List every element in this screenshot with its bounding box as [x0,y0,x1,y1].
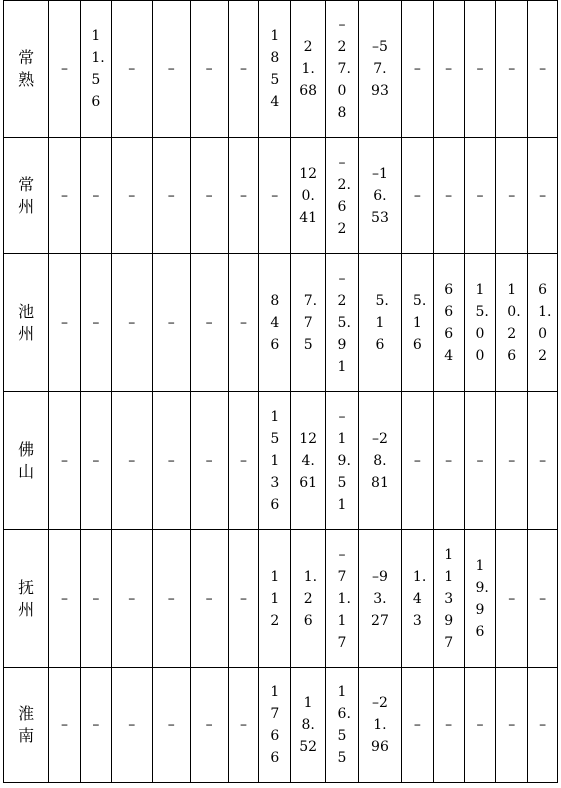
data-cell [228,254,259,392]
cell-value: – [508,61,516,77]
cell-value: – [508,452,516,469]
cell-value: – [167,590,175,607]
table-row [4,668,558,783]
cell-value: – [240,452,248,469]
cell-value: –16.53 [371,165,389,226]
data-cell [496,138,528,254]
cell-value: 19.96 [475,557,489,640]
cell-value: – [539,717,547,733]
cell-value: 1.43 [412,568,427,629]
data-cell [433,254,464,392]
cell-value: 5.16 [375,292,389,353]
cell-value: – [205,717,213,733]
data-cell [464,392,496,530]
cell-value: – [61,314,69,331]
data-cell [401,530,433,668]
cell-value: – [205,187,213,204]
cell-value: 18.52 [299,695,318,755]
data-cell [228,138,259,254]
row-name: 抚州 [18,577,35,619]
data-cell [152,530,190,668]
data-cell [49,138,81,254]
cell-value: – [128,187,136,204]
cell-value: 5.16 [412,292,427,353]
cell-value: 21.68 [299,39,318,99]
data-cell [259,138,291,254]
cell-value: – [167,187,175,204]
row-name: 淮南 [18,704,35,745]
cell-value: – [92,452,100,469]
data-cell [291,392,326,530]
data-cell [401,254,433,392]
data-cell [326,254,359,392]
cell-value: – [61,187,69,204]
cell-value: – [508,590,516,607]
data-cell [496,530,528,668]
cell-value: – [476,717,484,733]
data-cell [401,392,433,530]
cell-value: – [539,452,547,469]
cell-value: – [240,187,248,204]
table-row [4,138,558,254]
cell-value: – [61,590,69,607]
cell-value: – [205,61,213,77]
row-name: 常州 [18,174,35,216]
cell-value: – [61,452,69,469]
cell-value: 124.61 [299,430,318,491]
cell-value: – [128,590,136,607]
data-cell [111,138,152,254]
cell-value: –19.51 [337,408,351,513]
cell-value: –21.96 [371,695,389,755]
cell-value: – [61,717,69,733]
cell-value: 11.56 [91,28,105,110]
data-cell [190,138,228,254]
data-cell [259,668,291,783]
data-cell [433,1,464,138]
data-cell [291,138,326,254]
data-cell [358,530,401,668]
cell-value: – [445,717,453,733]
row-name-cell [4,392,49,530]
table-row [4,254,558,392]
data-cell [326,668,359,783]
data-cell [464,254,496,392]
cell-value: 7.75 [303,292,318,353]
table-row [4,530,558,668]
data-cell [326,530,359,668]
data-cell [49,530,81,668]
cell-value: – [128,452,136,469]
data-cell [496,1,528,138]
cell-value: 10.26 [507,281,521,364]
data-cell [464,138,496,254]
cell-value: – [445,452,453,469]
data-cell [190,668,228,783]
cell-value: – [205,590,213,607]
data-cell [111,392,152,530]
row-name-cell [4,254,49,392]
data-cell [433,392,464,530]
cell-value: 1.26 [303,568,318,629]
data-cell [528,668,558,783]
table-row [4,1,558,138]
cell-value: – [167,717,175,733]
data-cell [496,254,528,392]
cell-value: – [167,314,175,331]
data-cell [464,1,496,138]
data-cell [80,668,111,783]
cell-value: 11397 [444,546,454,651]
data-cell [152,1,190,138]
cell-value: – [413,452,421,469]
cell-value: – [240,590,248,607]
data-cell [49,392,81,530]
row-name: 佛山 [18,439,35,481]
data-cell [464,668,496,783]
data-cell [291,254,326,392]
data-cell [228,668,259,783]
cell-value: – [240,314,248,331]
data-cell [358,254,401,392]
data-cell [528,254,558,392]
data-cell [190,392,228,530]
cell-value: 6664 [444,281,454,364]
data-cell [152,138,190,254]
cell-value: – [413,717,421,733]
data-cell [111,668,152,783]
cell-value: – [271,187,279,204]
cell-value: – [92,717,100,733]
cell-value: – [539,590,547,607]
data-cell [80,254,111,392]
cell-value: – [128,61,136,77]
data-cell [259,392,291,530]
cell-value: – [413,61,421,77]
row-name: 池州 [18,301,35,343]
cell-value: – [61,61,69,77]
data-cell [401,668,433,783]
cell-value: 15136 [270,408,280,513]
data-cell [49,668,81,783]
data-cell [433,530,464,668]
data-cell [433,138,464,254]
cell-value: – [205,314,213,331]
cell-value: 15.00 [475,281,489,364]
data-cell [111,254,152,392]
data-cell [496,392,528,530]
data-cell [228,1,259,138]
cell-value: – [476,61,484,77]
cell-value: – [92,590,100,607]
cell-value: – [92,187,100,204]
cell-value: – [92,314,100,331]
data-cell [80,1,111,138]
data-cell [433,668,464,783]
data-cell [326,392,359,530]
data-cell [152,254,190,392]
data-cell [228,530,259,668]
data-cell [49,1,81,138]
cell-value: –57.93 [371,39,389,99]
data-cell [401,1,433,138]
cell-value: – [476,452,484,469]
cell-value: – [445,61,453,77]
cell-value: –71.17 [337,546,351,651]
row-name: 常熟 [18,48,35,89]
data-cell [190,1,228,138]
row-name-cell [4,138,49,254]
cell-value: 1766 [270,684,280,766]
data-cell [111,530,152,668]
data-cell [528,138,558,254]
data-table [3,0,558,783]
cell-value: – [445,187,453,204]
cell-value: – [413,187,421,204]
data-cell [528,1,558,138]
cell-value: –28.81 [371,430,389,491]
cell-value: 120.41 [299,165,318,226]
data-cell [228,392,259,530]
row-name-cell [4,1,49,138]
cell-value: –2.62 [337,154,351,237]
data-cell [152,668,190,783]
table-body [4,1,558,783]
cell-value: 61.02 [538,281,552,364]
data-cell [528,530,558,668]
data-cell [326,138,359,254]
table-row [4,392,558,530]
cell-value: – [240,717,248,733]
cell-value: – [167,452,175,469]
data-cell [358,1,401,138]
data-cell [291,1,326,138]
data-cell [111,1,152,138]
row-name-cell [4,668,49,783]
cell-value: –25.91 [337,270,351,375]
cell-value: – [128,717,136,733]
cell-value: – [476,187,484,204]
data-cell [464,530,496,668]
row-name-cell [4,530,49,668]
data-cell [528,392,558,530]
cell-value: 846 [270,292,280,353]
data-cell [259,1,291,138]
data-cell [152,392,190,530]
data-cell [49,254,81,392]
data-cell [291,530,326,668]
cell-value: –93.27 [371,568,389,629]
data-cell [326,1,359,138]
data-cell [496,668,528,783]
cell-value: – [240,61,248,77]
data-cell [358,392,401,530]
data-cell [190,530,228,668]
cell-value: – [205,452,213,469]
cell-value: 1854 [270,28,280,110]
cell-value: – [508,187,516,204]
data-cell [259,530,291,668]
data-cell [190,254,228,392]
data-cell [401,138,433,254]
cell-value: 112 [270,568,280,629]
data-cell [80,530,111,668]
data-cell [358,668,401,783]
cell-value: 16.55 [337,684,351,766]
cell-value: – [539,187,547,204]
data-cell [80,138,111,254]
data-cell [358,138,401,254]
cell-value: – [167,61,175,77]
data-cell [291,668,326,783]
data-cell [80,392,111,530]
cell-value: – [508,717,516,733]
cell-value: –27.08 [337,17,351,121]
cell-value: – [539,61,547,77]
cell-value: – [128,314,136,331]
data-cell [259,254,291,392]
